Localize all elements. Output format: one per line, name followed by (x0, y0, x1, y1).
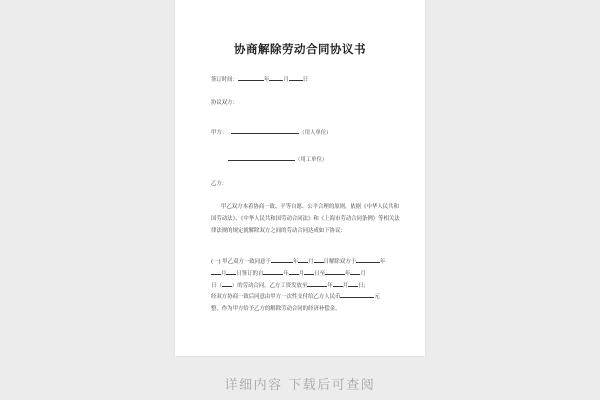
party-a-work-note: （用工单位） (295, 157, 328, 163)
clause-text: 月 (342, 282, 349, 289)
intro-line-3: 律法规的规定就解除双方之间的劳动合同达成如下协议： (211, 227, 346, 234)
sign-date-line (211, 75, 308, 84)
intro-line-1: 甲乙双方本着协商一致、平等自愿、公平合理的原则，依据《中华人民共和 (221, 204, 399, 210)
clause-text: ）的劳动合同。乙方工资发放至 (231, 282, 308, 289)
blank (325, 269, 345, 275)
clause-1-line-4 (211, 292, 385, 304)
year-label: 年 (263, 77, 270, 83)
clause-text: 月 (298, 270, 305, 277)
clause-text: 月 (308, 259, 314, 265)
document-page (175, 0, 425, 356)
clause-text: 日至 (314, 270, 325, 277)
clause-text: 经双方协商一致后同意由甲方一次性支付给乙方人民币 (211, 294, 341, 301)
month-blank (269, 75, 283, 81)
party-a-work-line (228, 155, 327, 164)
clause-text: 年 (327, 282, 333, 289)
blank (226, 269, 236, 275)
blank (211, 269, 221, 275)
clause-text: 日签订的自 (236, 270, 264, 277)
clause-text: 年 (344, 270, 351, 277)
blank (348, 281, 358, 287)
blank (271, 257, 293, 263)
clause-text: 元 (374, 294, 380, 301)
intro-paragraph (211, 202, 400, 237)
blank (350, 269, 360, 275)
document-title: 协商解除劳动合同协议书 (234, 42, 366, 56)
blank (222, 281, 232, 287)
clause-text: 日解除双方于 (323, 259, 356, 265)
blank (356, 257, 380, 263)
party-a-employer-note: （用人单位） (299, 130, 332, 136)
clause-text: 年 (292, 259, 299, 265)
intro-line-2: 国劳动法》、《中华人民共和国劳动合同法》和《上海市劳动合同条例》等相关法 (211, 215, 400, 222)
parties-label: 协议双方： (211, 100, 238, 106)
blank (314, 257, 324, 263)
clause-1 (211, 257, 385, 316)
blank (289, 269, 299, 275)
party-a-line (211, 128, 332, 137)
party-a-work-blank (228, 155, 295, 161)
sign-date-label: 签订时间： (211, 77, 238, 83)
year-blank (238, 75, 264, 81)
clause-text: 日（ (211, 282, 222, 289)
clause-1-line-2 (211, 269, 385, 281)
clause-1-line-5: 整，作为甲方给予乙方的解除劳动合同的经济补偿金。 (211, 306, 341, 313)
clause-text: (一) 甲乙双方一致同意于 (211, 259, 271, 265)
blank (298, 257, 308, 263)
clause-text: 年 (380, 259, 386, 265)
clause-text: 年 (283, 270, 289, 277)
day-label: 日 (302, 77, 309, 83)
blank (304, 269, 314, 275)
blank (333, 281, 343, 287)
clause-text: 月 (360, 270, 366, 277)
clause-text: 日； (358, 282, 369, 289)
party-a-label: 甲方： (211, 130, 228, 136)
day-blank (289, 75, 303, 81)
blank (307, 281, 327, 287)
footer-notice: 详细内容 下载后可查阅 (224, 378, 376, 393)
blank (340, 292, 374, 298)
clause-text: 月 (221, 270, 227, 277)
party-b-label: 乙方： (211, 181, 228, 187)
month-label: 月 (283, 77, 289, 83)
party-a-blank (231, 128, 299, 134)
clause-1-line-3 (211, 281, 385, 293)
clause-1-line-1 (211, 257, 385, 269)
blank (263, 269, 283, 275)
